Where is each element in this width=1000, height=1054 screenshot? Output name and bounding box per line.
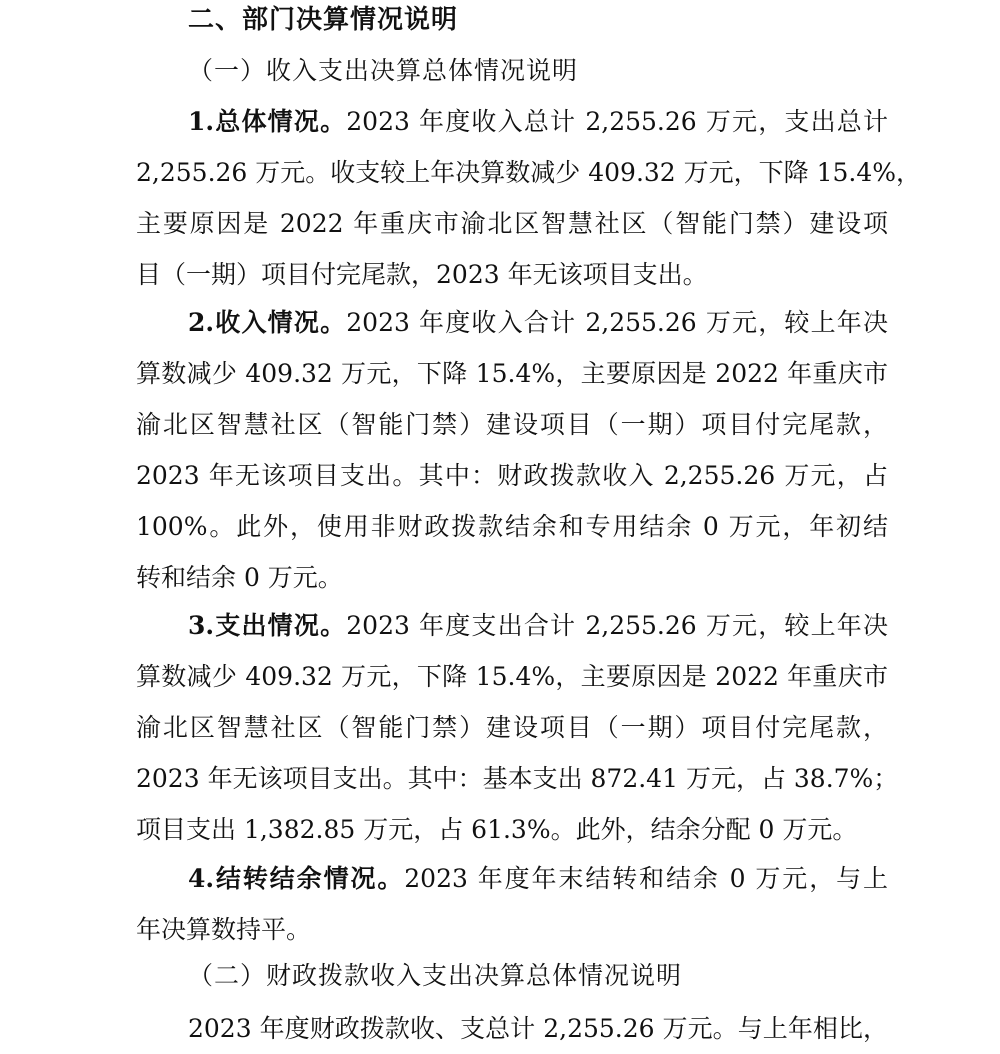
paragraph-line: 目（一期）项目付完尾款，2023 年无该项目支出。 bbox=[136, 260, 708, 289]
paragraph-line: 算数减少 409.32 万元，下降 15.4%，主要原因是 2022 年重庆市 bbox=[136, 359, 888, 388]
paragraph-income bbox=[136, 297, 888, 603]
paragraph-line: 4.结转结余情况。2023 年度年末结转和结余 0 万元，与上 bbox=[188, 864, 888, 893]
paragraph-carryover bbox=[136, 853, 888, 955]
paragraph-label: 1.总体情况。 bbox=[188, 107, 347, 136]
paragraph-fiscal bbox=[136, 1003, 888, 1054]
paragraph-line: 2.收入情况。2023 年度收入合计 2,255.26 万元，较上年决 bbox=[188, 308, 888, 337]
paragraph-line: 转和结余 0 万元。 bbox=[136, 563, 343, 592]
paragraph-line: 2023 年度财政拨款收、支总计 2,255.26 万元。与上年相比， bbox=[188, 1014, 888, 1043]
paragraph-line: 年决算数持平。 bbox=[136, 915, 312, 944]
paragraph-line: 100%。此外，使用非财政拨款结余和专用结余 0 万元，年初结 bbox=[136, 512, 888, 541]
paragraph-line: 1.总体情况。2023 年度收入总计 2,255.26 万元，支出总计 bbox=[188, 107, 888, 136]
section-heading: 二、部门决算情况说明 bbox=[188, 5, 459, 35]
paragraph-label: 4.结转结余情况。 bbox=[188, 864, 405, 893]
paragraph-overall bbox=[136, 96, 922, 300]
paragraph-line: 主要原因是 2022 年重庆市渝北区智慧社区（智能门禁）建设项 bbox=[136, 209, 888, 238]
paragraph-line: 渝北区智慧社区（智能门禁）建设项目（一期）项目付完尾款， bbox=[136, 713, 888, 742]
paragraph-label: 2.收入情况。 bbox=[188, 308, 347, 337]
paragraph-line: 2023 年无该项目支出。其中：基本支出 872.41 万元，占 38.7%； bbox=[136, 764, 899, 793]
paragraph-expenditure bbox=[136, 600, 899, 855]
subsection-title-2: （二）财政拨款收入支出决算总体情况说明 bbox=[188, 961, 683, 990]
paragraph-line: 算数减少 409.32 万元，下降 15.4%，主要原因是 2022 年重庆市 bbox=[136, 662, 888, 691]
paragraph-line: 2,255.26 万元。收支较上年决算数减少 409.32 万元，下降 15.4%， bbox=[136, 158, 922, 187]
paragraph-line: 渝北区智慧社区（智能门禁）建设项目（一期）项目付完尾款， bbox=[136, 410, 888, 439]
paragraph-line: 2023 年无该项目支出。其中：财政拨款收入 2,255.26 万元，占 bbox=[136, 461, 888, 490]
paragraph-line: 3.支出情况。2023 年度支出合计 2,255.26 万元，较上年决 bbox=[188, 611, 888, 640]
paragraph-line: 项目支出 1,382.85 万元，占 61.3%。此外，结余分配 0 万元。 bbox=[136, 815, 858, 844]
subsection-title-1: （一）收入支出决算总体情况说明 bbox=[188, 56, 579, 85]
paragraph-label: 3.支出情况。 bbox=[188, 611, 347, 640]
